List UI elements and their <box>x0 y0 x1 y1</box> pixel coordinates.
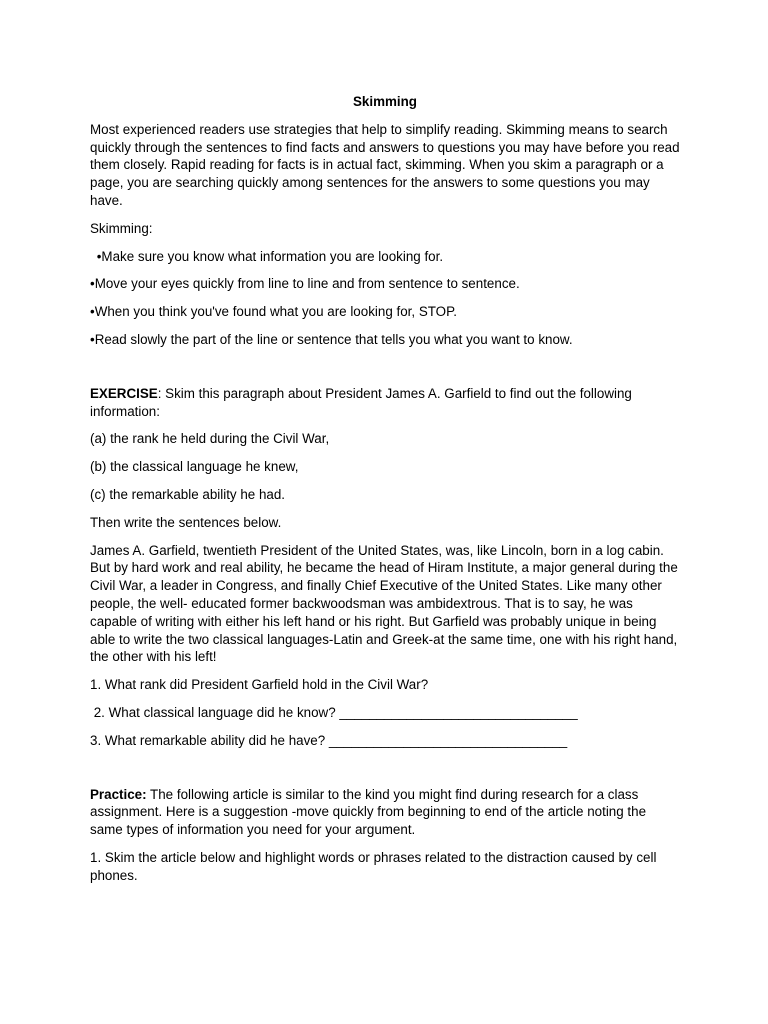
practice-text: The following article is similar to the kind you might find during research for a class assignment. Here is a suggestion -move quickly from beginning to end of the article noting the same types of information you need for your argument. <box>90 786 647 838</box>
bullet-item: •Move your eyes quickly from line to line and from sentence to sentence. <box>90 276 520 292</box>
skimming-label: Skimming: <box>90 220 153 236</box>
exercise-intro <box>90 385 680 421</box>
intro-paragraph: Most experienced readers use strategies that help to simplify reading. Skimming means to search quickly through the sentences to find facts and answers to questions you may have before you read them closely. Rapid reading for facts is in actual fact, skimming. When you skim a paragraph or a page, you are searching quickly among sentences for the answers to some questions you may have. <box>90 121 680 208</box>
question-item: 3. What remarkable ability did he have? ________________________________ <box>90 732 568 748</box>
exercise-item: (c) the remarkable ability he had. <box>90 486 286 502</box>
exercise-text: : Skim this paragraph about President James A. Garfield to find out the following information: <box>90 385 632 419</box>
practice-step: 1. Skim the article below and highlight words or phrases related to the distraction caused by cell phones. <box>90 849 657 883</box>
practice-label: Practice: <box>90 786 147 802</box>
bullet-item: •Read slowly the part of the line or sentence that tells you what you want to know. <box>90 331 573 347</box>
exercise-instruction: Then write the sentences below. <box>90 514 282 530</box>
document-page <box>90 93 680 895</box>
page-title: Skimming <box>353 94 417 109</box>
bullet-item: •When you think you've found what you are looking for, STOP. <box>90 304 458 320</box>
garfield-paragraph: James A. Garfield, twentieth President of the United States, was, like Lincoln, born in a log cabin. But by hard work and real ability, he became the head of Hiram Institute, a major general during the Civil War, a leader in Congress, and finally Chief Executive of the United States. Like many other people, the well- educated former backwoodsman was ambidextrous. That is to say, he was capable of writing with either his left hand or his right. But Garfield was probably unique in being able to write the two classical languages-Latin and Greek-at the same time, one with his right hand, the other with his left! <box>90 542 678 665</box>
question-item: 1. What rank did President Garfield hold in the Civil War? <box>90 677 429 693</box>
exercise-label: EXERCISE <box>90 385 158 401</box>
exercise-item: (b) the classical language he knew, <box>90 459 299 475</box>
bullet-item: •Make sure you know what information you are looking for. <box>93 248 444 264</box>
exercise-item: (a) the rank he held during the Civil War, <box>90 431 330 447</box>
question-item: 2. What classical language did he know? ________________________________ <box>90 704 578 720</box>
practice-intro <box>90 786 680 839</box>
